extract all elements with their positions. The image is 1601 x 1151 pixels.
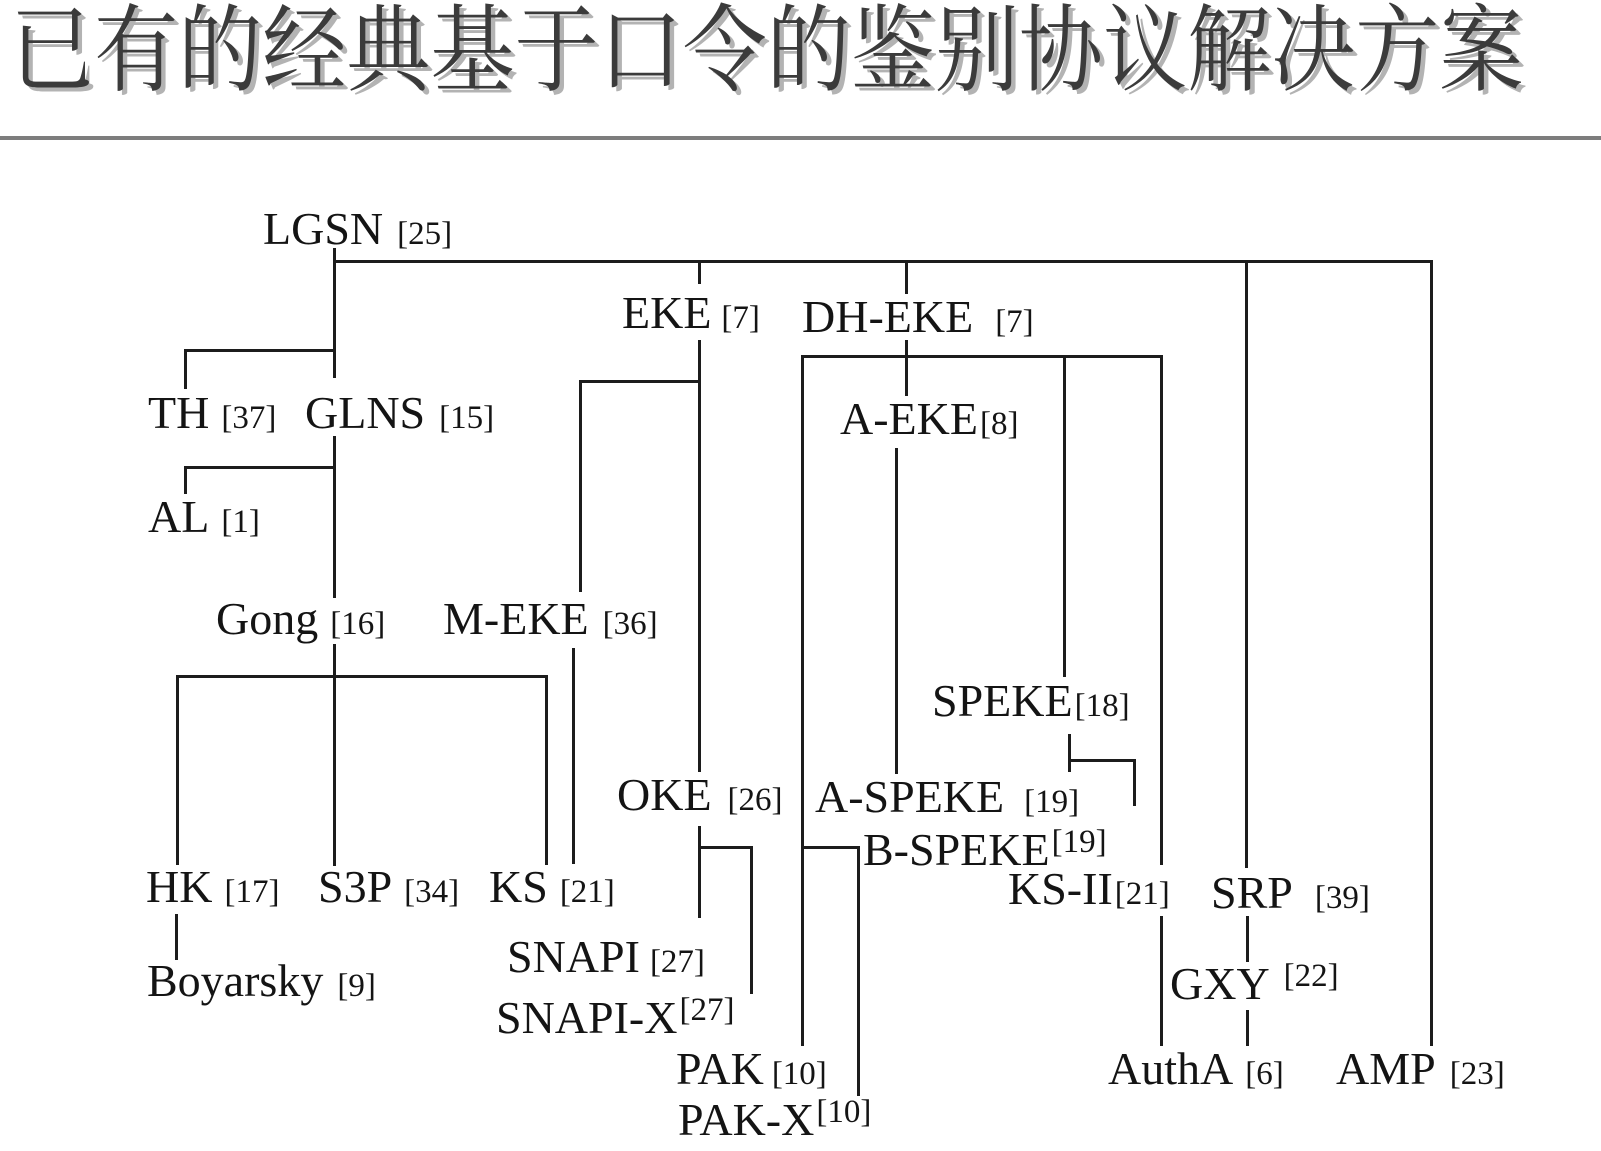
protocol-name: AuthA	[1108, 1043, 1234, 1094]
protocol-name: Gong	[216, 593, 319, 644]
protocol-name: S3P	[318, 861, 393, 912]
tree-edge	[579, 380, 701, 383]
protocol-name: AL	[148, 491, 210, 542]
citation-ref: [36]	[602, 606, 658, 642]
tree-edge	[333, 436, 336, 598]
protocol-name: KS	[489, 861, 548, 912]
tree-edge	[579, 380, 582, 592]
tree-edge	[184, 349, 336, 352]
citation-ref: [17]	[224, 874, 280, 910]
node-hk	[146, 861, 280, 912]
tree-edge	[1160, 916, 1163, 1046]
citation-ref: [21]	[1114, 876, 1170, 912]
protocol-name: PAK	[676, 1043, 764, 1094]
protocol-name: KS-II	[1008, 863, 1113, 914]
tree-edge	[572, 648, 575, 864]
citation-ref: [10]	[771, 1056, 827, 1092]
citation-ref: [19]	[1024, 784, 1080, 820]
node-al	[148, 491, 260, 542]
tree-edge	[1160, 355, 1163, 865]
tree-edge	[750, 846, 753, 994]
tree-edge	[895, 448, 898, 774]
tree-edge	[801, 846, 860, 849]
tree-edge	[176, 675, 179, 865]
citation-ref: [7]	[995, 304, 1034, 340]
protocol-name: DH-EKE	[802, 291, 974, 342]
tree-edge	[175, 914, 178, 960]
tree-edge	[184, 466, 187, 494]
citation-ref: [7]	[721, 300, 760, 336]
tree-edge	[857, 846, 860, 1096]
tree-edge	[333, 644, 336, 866]
node-s3p	[318, 861, 460, 912]
protocol-name: PAK-X	[678, 1094, 815, 1145]
citation-ref: [21]	[559, 874, 615, 910]
citation-ref: [9]	[337, 968, 376, 1004]
tree-edge	[698, 340, 701, 772]
tree-edge	[1063, 355, 1066, 677]
tree-edge	[801, 355, 804, 1046]
tree-edge	[905, 340, 908, 396]
protocol-name: GXY	[1170, 958, 1270, 1009]
protocol-name: A-EKE	[840, 393, 978, 444]
node-m-eke	[443, 593, 658, 644]
tree-edge	[333, 248, 336, 378]
tree-edge	[1246, 916, 1249, 962]
citation-ref: [26]	[727, 782, 783, 818]
title-divider	[0, 136, 1601, 140]
protocol-name: SNAPI	[507, 931, 640, 982]
protocol-name: AMP	[1336, 1043, 1436, 1094]
tree-edge	[698, 826, 701, 918]
tree-edge	[333, 260, 1432, 263]
citation-ref: [1]	[221, 504, 260, 540]
citation-ref: [34]	[404, 874, 460, 910]
node-a-eke	[840, 393, 1019, 444]
node-dh-eke	[802, 291, 1034, 342]
protocol-name: SRP	[1211, 867, 1293, 918]
node-amp	[1336, 1043, 1505, 1094]
citation-ref: [27]	[679, 992, 735, 1028]
node-pak	[676, 1043, 827, 1094]
tree-edge	[698, 260, 701, 284]
node-lgsn	[263, 203, 453, 254]
citation-ref: [18]	[1074, 688, 1130, 724]
protocol-genealogy-diagram	[0, 150, 1601, 1151]
citation-ref: [16]	[330, 606, 386, 642]
tree-edge	[1430, 260, 1433, 1046]
node-snapi-x	[496, 994, 734, 1041]
tree-edge	[184, 349, 187, 389]
citation-ref: [39]	[1314, 880, 1370, 916]
citation-ref: [27]	[649, 944, 705, 980]
node-boyarsky	[147, 955, 376, 1006]
citation-ref: [22]	[1283, 958, 1339, 994]
protocol-name: TH	[148, 387, 210, 438]
protocol-name: LGSN	[263, 203, 384, 254]
tree-edge	[698, 846, 753, 849]
node-oke	[617, 769, 783, 820]
tree-edge	[1133, 759, 1136, 806]
node-glns	[305, 387, 495, 438]
tree-edge	[1068, 759, 1136, 762]
node-srp	[1211, 867, 1370, 918]
protocol-name: EKE	[622, 287, 712, 338]
node-eke	[622, 287, 760, 338]
citation-ref: [10]	[816, 1094, 872, 1130]
tree-edge	[801, 355, 1163, 358]
citation-ref: [6]	[1245, 1056, 1284, 1092]
citation-ref: [15]	[439, 400, 495, 436]
node-snapi	[507, 931, 705, 982]
tree-edge	[184, 466, 336, 469]
citation-ref: [8]	[979, 406, 1019, 442]
protocol-name: SNAPI-X	[496, 992, 678, 1043]
node-a-speke	[815, 771, 1080, 822]
node-autha	[1108, 1043, 1284, 1094]
protocol-name: Boyarsky	[147, 955, 324, 1006]
node-gong	[216, 593, 386, 644]
tree-edge	[905, 260, 908, 294]
protocol-name: M-EKE	[443, 593, 589, 644]
node-ks-ii	[1008, 863, 1170, 914]
protocol-name: OKE	[617, 769, 712, 820]
node-gxy	[1170, 960, 1339, 1007]
tree-edge	[1246, 1010, 1249, 1046]
tree-edge	[1245, 260, 1248, 868]
citation-ref: [37]	[221, 400, 277, 436]
page-title: 已有的经典基于口令的鉴别协议解决方案	[10, 0, 1524, 104]
citation-ref: [19]	[1051, 824, 1107, 860]
citation-ref: [23]	[1449, 1056, 1505, 1092]
node-ks	[489, 861, 615, 912]
node-th	[148, 387, 277, 438]
node-speke	[932, 675, 1130, 726]
protocol-name: B-SPEKE	[863, 824, 1050, 875]
protocol-name: GLNS	[305, 387, 426, 438]
tree-edge	[545, 675, 548, 865]
protocol-name: HK	[146, 861, 213, 912]
tree-edge	[1068, 734, 1071, 772]
citation-ref: [25]	[397, 216, 453, 252]
node-pak-x	[678, 1096, 871, 1143]
protocol-name: SPEKE	[932, 675, 1073, 726]
protocol-name: A-SPEKE	[815, 771, 1005, 822]
tree-edge	[176, 675, 548, 678]
